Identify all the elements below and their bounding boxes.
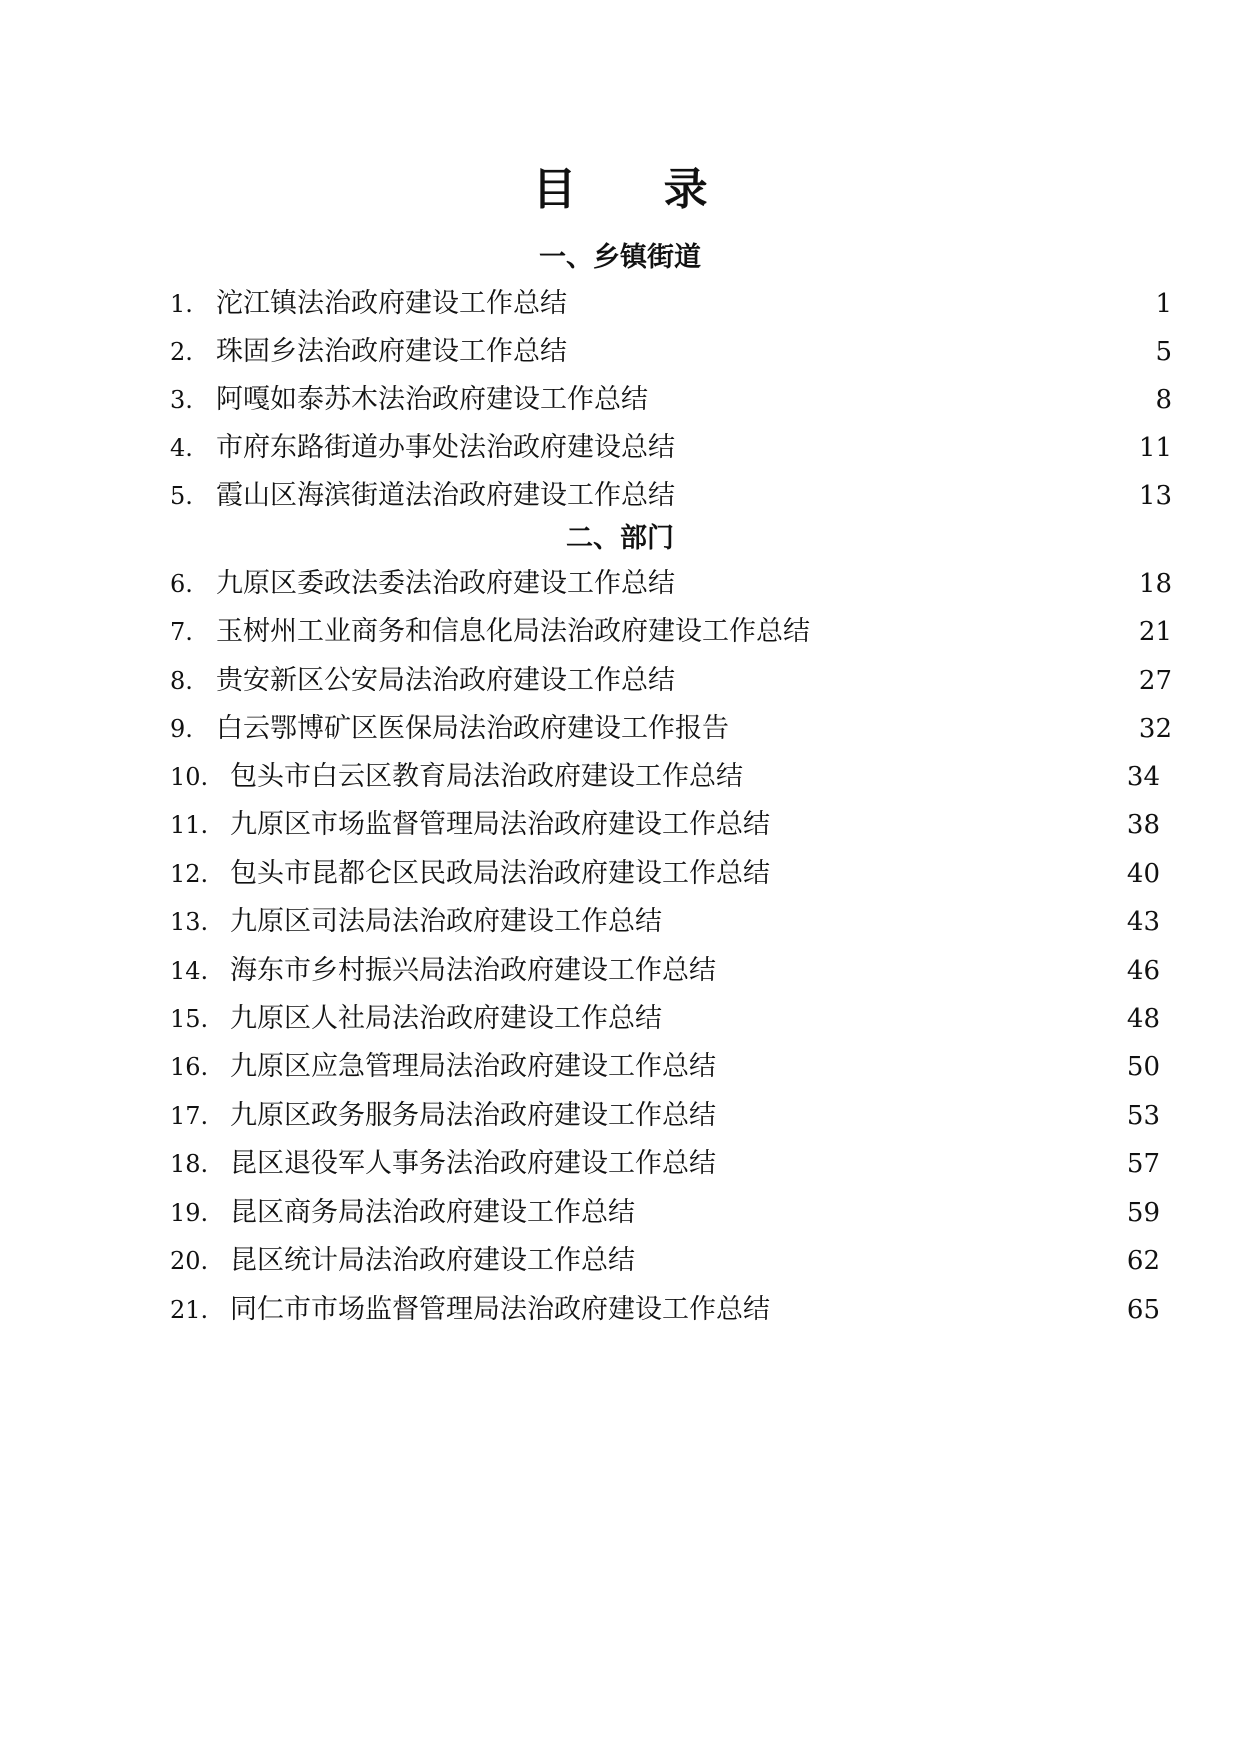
entry-number: 9. xyxy=(170,715,193,743)
entry-page-number: 1 xyxy=(1155,289,1172,319)
entry-title: 九原区人社局法治政府建设工作总结 xyxy=(230,1003,662,1034)
entry-title: 九原区应急管理局法治政府建设工作总结 xyxy=(230,1051,716,1082)
entry-title: 九原区政务服务局法治政府建设工作总结 xyxy=(230,1100,716,1131)
toc-entry[interactable] xyxy=(0,1143,1240,1185)
toc-entry[interactable] xyxy=(0,950,1240,992)
toc-entry[interactable] xyxy=(0,853,1240,895)
entry-title: 玉树州工业商务和信息化局法治政府建设工作总结 xyxy=(216,616,810,647)
entry-page-number: 18 xyxy=(1138,569,1172,599)
entry-number: 20. xyxy=(170,1247,209,1275)
entry-title: 九原区司法局法治政府建设工作总结 xyxy=(230,906,662,937)
entry-title: 贵安新区公安局法治政府建设工作总结 xyxy=(216,665,675,696)
toc-entry[interactable] xyxy=(0,804,1240,846)
entry-number: 5. xyxy=(170,482,193,510)
entry-number: 14. xyxy=(170,957,209,985)
entry-title: 包头市昆都仑区民政局法治政府建设工作总结 xyxy=(230,858,770,889)
page-title: 目 录 xyxy=(532,164,744,215)
entry-title: 沱江镇法治政府建设工作总结 xyxy=(216,288,567,319)
entry-number: 21. xyxy=(170,1296,209,1324)
entry-number: 13. xyxy=(170,908,209,936)
entry-number: 2. xyxy=(170,338,193,366)
entry-title: 九原区市场监督管理局法治政府建设工作总结 xyxy=(230,809,770,840)
entry-page-number: 40 xyxy=(1126,859,1160,889)
entry-page-number: 13 xyxy=(1138,481,1172,511)
entry-page-number: 53 xyxy=(1126,1101,1160,1131)
entry-page-number: 43 xyxy=(1126,907,1160,937)
entry-number: 8. xyxy=(170,667,193,695)
entry-title: 海东市乡村振兴局法治政府建设工作总结 xyxy=(230,955,716,986)
entry-page-number: 8 xyxy=(1155,385,1172,415)
entry-number: 11. xyxy=(170,811,209,839)
entry-title: 白云鄂博矿区医保局法治政府建设工作报告 xyxy=(216,713,729,744)
toc-entry[interactable] xyxy=(0,475,1240,517)
entry-title: 霞山区海滨街道法治政府建设工作总结 xyxy=(216,480,675,511)
entry-title: 包头市白云区教育局法治政府建设工作总结 xyxy=(230,761,743,792)
toc-entry[interactable] xyxy=(0,563,1240,605)
toc-entry[interactable] xyxy=(0,708,1240,750)
entry-page-number: 34 xyxy=(1126,762,1160,792)
section-heading-towns: 一、乡镇街道 xyxy=(539,242,701,273)
entry-page-number: 50 xyxy=(1126,1052,1160,1082)
toc-entry[interactable] xyxy=(0,756,1240,798)
toc-entry[interactable] xyxy=(0,611,1240,653)
entry-number: 15. xyxy=(170,1005,209,1033)
entry-page-number: 65 xyxy=(1126,1295,1160,1325)
entry-number: 3. xyxy=(170,386,193,414)
toc-entry[interactable] xyxy=(0,1289,1240,1331)
entry-page-number: 59 xyxy=(1126,1198,1160,1228)
entry-title: 珠固乡法治政府建设工作总结 xyxy=(216,336,567,367)
entry-title: 九原区委政法委法治政府建设工作总结 xyxy=(216,568,675,599)
entry-number: 10. xyxy=(170,763,209,791)
toc-entry[interactable] xyxy=(0,901,1240,943)
toc-entry[interactable] xyxy=(0,998,1240,1040)
toc-entry[interactable] xyxy=(0,1095,1240,1137)
entry-number: 1. xyxy=(170,290,193,318)
toc-entry[interactable] xyxy=(0,427,1240,469)
entry-number: 4. xyxy=(170,434,193,462)
toc-entry[interactable] xyxy=(0,331,1240,373)
entry-page-number: 62 xyxy=(1126,1246,1160,1276)
entry-title: 同仁市市场监督管理局法治政府建设工作总结 xyxy=(230,1294,770,1325)
entry-number: 7. xyxy=(170,618,193,646)
toc-entry[interactable] xyxy=(0,379,1240,421)
entry-title: 市府东路街道办事处法治政府建设总结 xyxy=(216,432,675,463)
entry-number: 18. xyxy=(170,1150,209,1178)
entry-title: 昆区统计局法治政府建设工作总结 xyxy=(230,1245,635,1276)
entry-number: 19. xyxy=(170,1199,209,1227)
entry-page-number: 38 xyxy=(1126,810,1160,840)
toc-entry[interactable] xyxy=(0,1192,1240,1234)
entry-page-number: 57 xyxy=(1126,1149,1160,1179)
entry-page-number: 27 xyxy=(1138,666,1172,696)
entry-page-number: 32 xyxy=(1138,714,1172,744)
entry-number: 12. xyxy=(170,860,209,888)
toc-entry[interactable] xyxy=(0,1046,1240,1088)
entry-number: 6. xyxy=(170,570,193,598)
entry-page-number: 11 xyxy=(1138,433,1172,463)
entry-title: 昆区退役军人事务法治政府建设工作总结 xyxy=(230,1148,716,1179)
entry-number: 17. xyxy=(170,1102,209,1130)
entry-page-number: 48 xyxy=(1126,1004,1160,1034)
entry-page-number: 21 xyxy=(1138,617,1172,647)
toc-entry[interactable] xyxy=(0,283,1240,325)
entry-title: 昆区商务局法治政府建设工作总结 xyxy=(230,1197,635,1228)
toc-entry[interactable] xyxy=(0,1240,1240,1282)
entry-page-number: 5 xyxy=(1155,337,1172,367)
toc-entry[interactable] xyxy=(0,660,1240,702)
entry-title: 阿嘎如泰苏木法治政府建设工作总结 xyxy=(216,384,648,415)
entry-number: 16. xyxy=(170,1053,209,1081)
entry-page-number: 46 xyxy=(1126,956,1160,986)
section-heading-departments: 二、部门 xyxy=(566,523,674,554)
